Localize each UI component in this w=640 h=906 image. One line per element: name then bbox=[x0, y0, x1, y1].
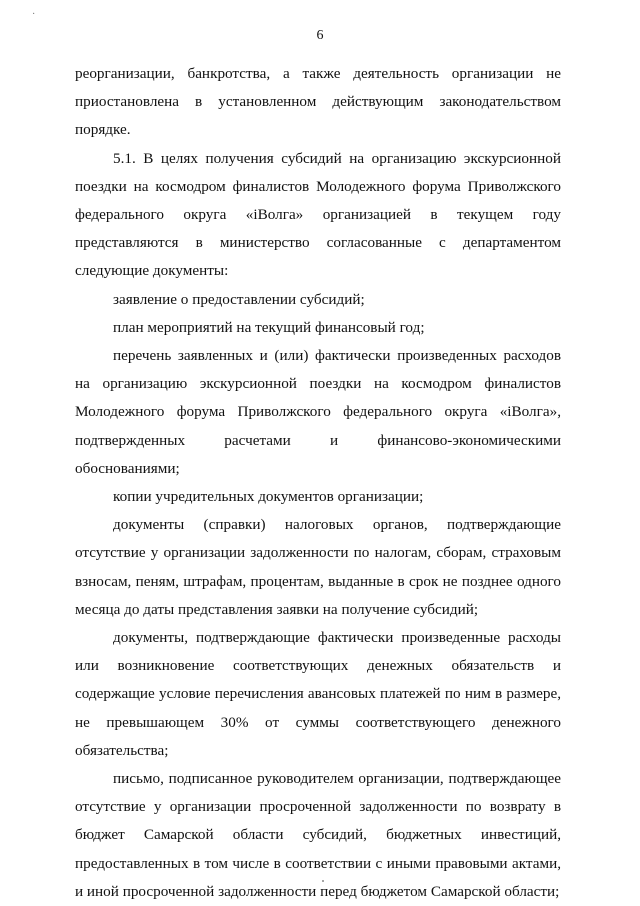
paragraph-doc-letter: письмо, подписанное руководителем организации, подтверждающее отсутствие у организации просроченной задолженности по возврату в бюджет Самарской области субсидий, бюджетных инвестиций, предоставленных в том числе в соответствии с иными правовыми актами, и иной просроченной задолженности перед бюджетом Самарской области; bbox=[75, 770, 561, 900]
paragraph-doc-founding: копии учредительных документов организации; bbox=[113, 488, 424, 506]
paragraph-item-5-1: 5.1. В целях получения субсидий на организацию экскурсионной поездки на космодром финалистов Молодежного форума Приволжского федерального округа «iВолга» организацией в текущем году представляются в министерство согласованные с департаментом следующие документы: bbox=[75, 149, 561, 280]
document-body bbox=[75, 60, 561, 906]
paragraph-doc-expenses-list: перечень заявленных и (или) фактически произведенных расходов на организацию экскурсионной поездки на космодром финалистов Молодежного форума Приволжского федерального округа «iВолга», подтвержденных расчетами и финансово-экономическими обоснованиями; bbox=[75, 347, 561, 477]
paragraph-doc-application: заявление о предоставлении субсидий; bbox=[113, 290, 365, 308]
paragraph-doc-plan: план мероприятий на текущий финансовый год; bbox=[113, 318, 425, 336]
paragraph-continuation: реорганизации, банкротства, а также деятельность организации не приостановлена в установленном действующим законодательством порядке. bbox=[75, 65, 561, 139]
page-number: 6 bbox=[316, 28, 324, 43]
scan-speck bbox=[322, 880, 324, 882]
paragraph-doc-tax-certificates: документы (справки) налоговых органов, подтверждающие отсутствие у организации задолженности по налогам, сборам, страховым взносам, пеням, штрафам, процентам, выданные в срок не позднее одного месяца до даты представления заявки на получение субсидий; bbox=[75, 516, 561, 618]
scan-mark: · bbox=[32, 9, 36, 20]
paragraph-doc-actual-expenses: документы, подтверждающие фактически произведенные расходы или возникновение соответствующих денежных обязательств и содержащие условие перечисления авансовых платежей по ним в размере, не превышающем 30% от суммы соответствующего денежного обязательства; bbox=[75, 629, 561, 759]
